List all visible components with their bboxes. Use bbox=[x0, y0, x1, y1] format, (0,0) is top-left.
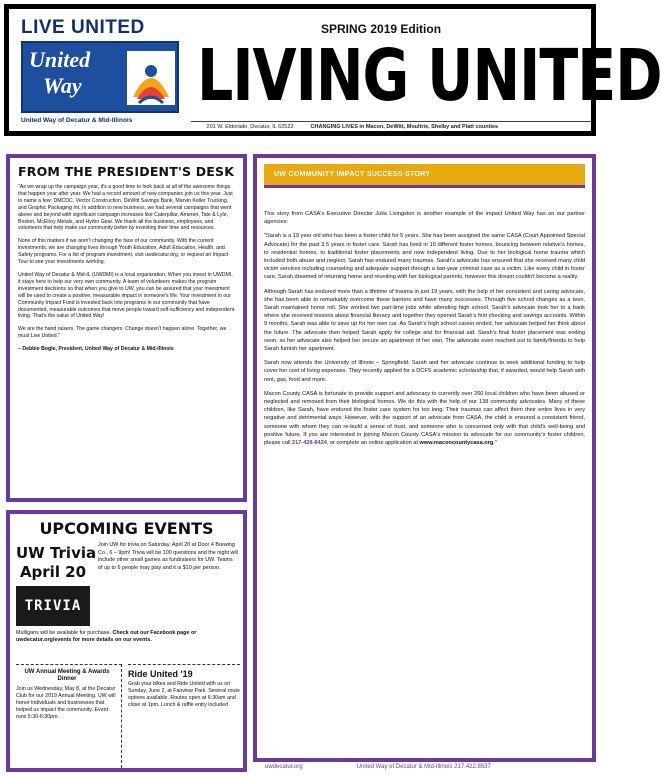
masthead bbox=[4, 4, 662, 136]
casa-website-link[interactable]: www.maconcountycasa.org bbox=[419, 440, 494, 447]
logo-subtitle: United Way of Decatur & Mid-Illinois bbox=[21, 117, 133, 124]
annual-meeting-heading: UW Annual Meeting & Awards Dinner bbox=[24, 669, 110, 682]
president-paragraph: United Way of Decatur & Mid-IL (UWDMI) is a local organization. When you invest in UWDMI, it stays here to help our very own community. A team of volunteers makes the program investment decisions so that when you give to UW, you can be assured that your investment will be used to create a positive, measurable impact in someone's life. Your investment in our Community Impact Fund is invested back into programs in our community that have documented, measurable outcomes that move people toward self-sufficiency and independent living. That's the value of United Way! bbox=[18, 271, 235, 320]
trivia-image: TRIVIA bbox=[16, 586, 90, 626]
ride-united-block bbox=[128, 664, 240, 768]
presidents-desk-section bbox=[6, 154, 247, 502]
facebook-events-link[interactable]: Check out our Facebook page or uwdecatur.org/events for more details on our events. bbox=[16, 630, 197, 644]
presidents-desk-heading: FROM THE PRESIDENT'S DESK bbox=[18, 164, 235, 179]
logo-word-way: Way bbox=[43, 73, 82, 98]
mulligans-text: Mulligans will be available for purchase. bbox=[16, 630, 113, 636]
story-intro: This story from CASA's Executive Director Julia Livingston is another example of the impact United Way has on our partner agencies: bbox=[264, 211, 585, 226]
edition-label: SPRING 2019 Edition bbox=[321, 22, 442, 36]
logo-card bbox=[21, 41, 179, 113]
united-way-logo bbox=[21, 17, 181, 129]
annual-meeting-block bbox=[16, 664, 122, 768]
casa-phone-link[interactable]: 217-428-8424 bbox=[292, 440, 327, 447]
trivia-block bbox=[16, 544, 97, 626]
success-story-section bbox=[253, 154, 596, 762]
upcoming-events-section bbox=[6, 510, 247, 772]
ride-united-heading: Ride United '19 bbox=[128, 669, 193, 679]
story-closing-mid: , or complete an online application at bbox=[326, 440, 420, 447]
president-paragraph: "As we wrap up the campaign year, it's a good time to look back at all of the awesome things that happen year after year. We had a record amount of new companies join us this year. Just to name a few: DMCDC, Vector Construction, DeWitt Savings Bank, Marvin Keller Trucking, and Graphic Packaging Int. In addition to new business, we had several campaigns that went above and beyond with significant campaign increases like Caterpillar, Ameren, Tate & Lyle, Boston, McElroy Metals, and Hydro Gear. We thank all the business, employees, and volunteers that help make our community better by investing their time and resources. bbox=[18, 184, 233, 232]
story-paragraph: "Sarah is a 19 year old who has been a foster child for 5 years. She has been assigned the same CASA (Court Appointed Special Advocate) for the past 3.5 years in foster care. Sarah has lived in 10 different foster homes, bouncing between relative's homes, to residential homes, to traditional foster placements and now independent living. Due to her biological home trauma which included both abuse and neglect, Sarah has endured many traumas. Sarah's advocate has ensured that she received many child victim services including counseling and adequate support through a two-year criminal case as a victim. Like every child in foster care, Sarah dreamed of returning home and reuniting with her biological parents, however this dream couldn't become a reality. bbox=[264, 233, 585, 281]
logo-live-united: LIVE UNITED bbox=[21, 17, 145, 38]
helping-hand-icon bbox=[127, 51, 175, 105]
story-closing-end: ." bbox=[493, 440, 497, 447]
success-story-banner bbox=[264, 164, 585, 188]
success-story-banner-text: UW COMMUNITY IMPACT SUCCESS STORY bbox=[274, 171, 431, 178]
annual-meeting-text: Join us Wednesday, May 8, at the Decatur Club for our 2019 Annual Meeting. UW will honor individuals and businesses that helped us impact the community. Event runs 5:30-6:30pm. bbox=[16, 686, 116, 721]
footer-website-link[interactable]: uwdecatur.org bbox=[265, 764, 303, 770]
story-paragraph-text: Macon County CASA is fortunate to provide support and advocacy to currently over 260 local children who have been abused or neglected and removed from their biological homes. We do this with the help of our 138 community advocates. Many of these children, like Sarah, have endured the foster care system for too long. Their traumas can affect them their entire lives in very negative and detrimental ways. However, with the support of an advocate from CASA, the child is ensured a consistent friend, someone with whom they can re-build a sense of trust, and someone who is concerned only with that child's well-being and positive future. If you are interested in joining Macon County CASA's mission to advocate for our community's foster children, please call bbox=[264, 390, 585, 447]
newsletter-title: LIVING UNITED bbox=[197, 34, 662, 118]
story-paragraph: Sarah now attends the University of Illinois – Springfield. Sarah and her advocate continue to seek additional funding to help cover her cost of living expenses. They recently applied for a DCFS academic scholarship that, if awarded, would help Sarah with rent, gas, food and more. bbox=[264, 360, 585, 383]
footer-org-phone: United Way of Decatur & Mid-Illinois 217.422.8537 bbox=[356, 764, 491, 770]
logo-word-united: United bbox=[29, 47, 91, 72]
trivia-description: Join UW for trivia on Saturday, April 20 at Door 4 Brewing Co., 6 – 9pm! Trivia will be 100 questions and the night will include other small games as fundraisers for UW. Teams of up to 6 people may play and it is $10 per person. bbox=[98, 542, 238, 571]
address-text: 201 W. Eldorado, Decatur, IL 62522 bbox=[206, 124, 294, 130]
president-paragraph: We are the hand raisers. The game changers. Change doesn't happen alone. Together, we must Live United." bbox=[18, 326, 227, 340]
page-footer bbox=[253, 764, 596, 770]
tagline-text: CHANGING LIVES in Macon, DeWitt, Moultrie, Shelby and Piatt counties bbox=[310, 124, 499, 130]
masthead-inner bbox=[9, 9, 662, 131]
upcoming-events-heading: UPCOMING EVENTS bbox=[39, 519, 214, 538]
president-signature: – Debbie Bogle, President, United Way of Decatur & Mid-Illinois bbox=[18, 346, 174, 353]
trivia-title-line1: UW Trivia bbox=[16, 544, 97, 562]
mulligans-note bbox=[16, 630, 238, 645]
president-paragraph: None of this matters if we aren't changing the face of our community. With the current investments, we are changing lives through Youth Education, Adult Education, Health, and Safety programs. For a list of program investment, visit uwdecatur.org, or request an Impact Tour to see your investments working. bbox=[18, 238, 229, 266]
address-row bbox=[191, 121, 591, 130]
logo-wordmark bbox=[29, 47, 121, 99]
ride-united-text: Grab your bikes and Ride United with us on Sunday, June 2, at Fairview Park. Several route options available. Routes open at 6:30am and close at 1pm. Lunch & raffle entry included bbox=[128, 681, 240, 709]
trivia-title-line2: April 20 bbox=[19, 563, 87, 581]
story-paragraph-last bbox=[264, 390, 585, 447]
story-paragraph: Although Sarah has endured more than a lifetime of trauma in just 19 years, with the help of her consistent and caring advocate, she has been able to remarkably overcome these barriers and have many successes. Through five school changes as a teen, Sarah maintained honor roll. She worked two part-time jobs while attending high school. Sarah's advocate took her to a bank where she received lessons about financial literacy and together they opened Sarah's first checking and savings accounts. Within 9 months, Sarah was able to save up for her own car. As Sarah's high school career ended, her advocate helped her think about the future. The advocate then helped Sarah apply for college and for financial aid. Sarah's final foster placement was ending soon, so her advocate also helped her secure an apartment of her own. The advocate even reached out to family/friends to help Sarah furnish her apartment. bbox=[264, 288, 585, 353]
